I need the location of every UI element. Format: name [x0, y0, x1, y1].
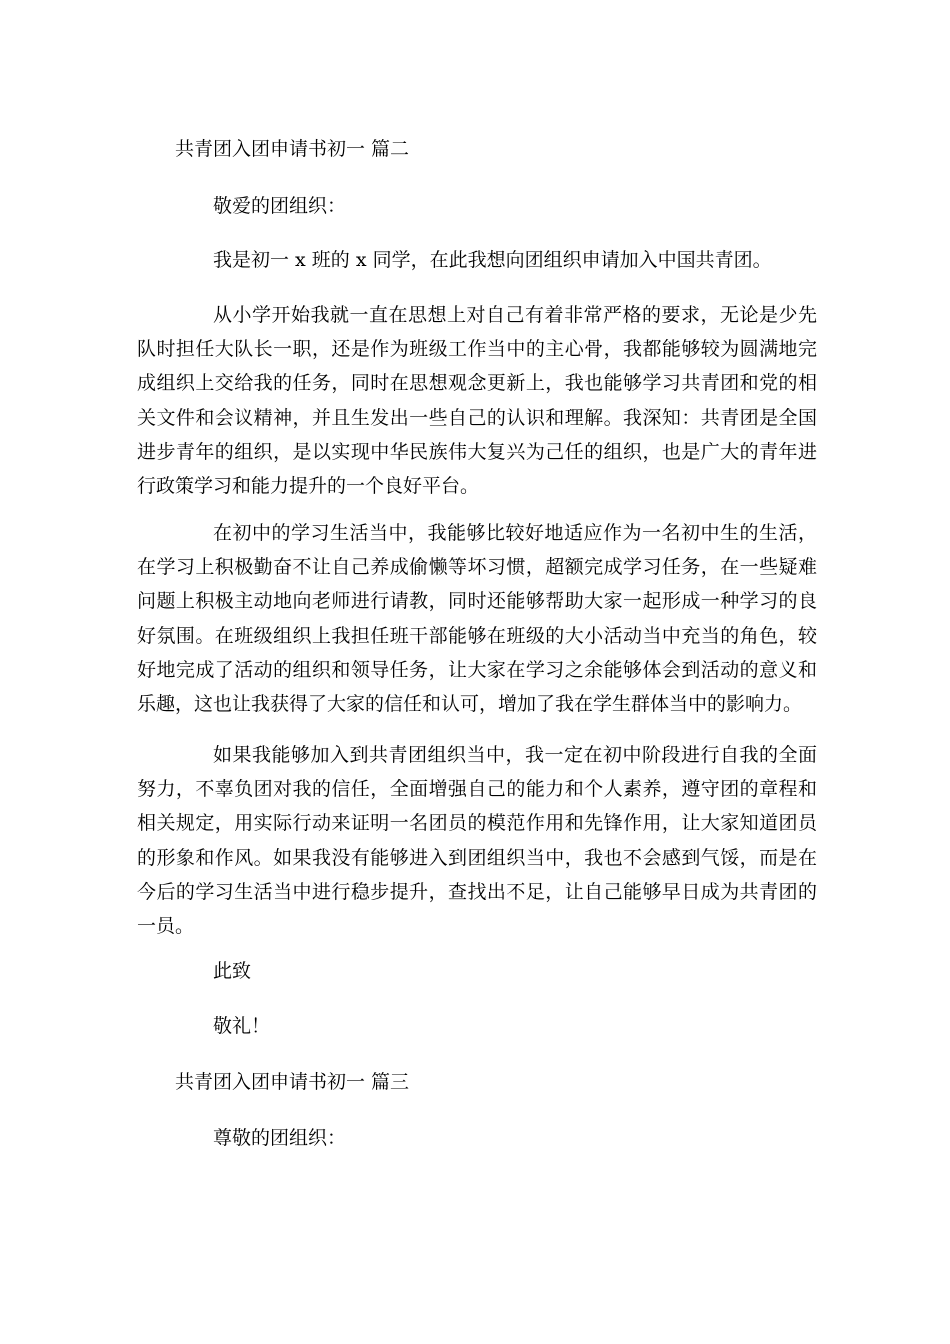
paragraph-3: 如果我能够加入到共青团组织当中，我一定在初中阶段进行自我的全面努力，不辜负团对我的信任，全面增强自己的能力和个人素养，遵守团的章程和相关规定，用实际行动来证明一名团员的模范作用和先锋作用，让大家知道团员的形象和作风。如果我没有能够进入到团组织当中，我也不会感到气馁，而是在今后的学习生活当中进行稳步提升，查找出不足，让自己能够早日成为共青团的一员。: [137, 744, 817, 938]
section-heading-3: 共青团入团申请书初一 篇三: [175, 1071, 410, 1093]
paragraph-1: 从小学开始我就一直在思想上对自己有着非常严格的要求，无论是少先队时担任大队长一职，还是作为班级工作当中的主心骨，我都能够较为圆满地完成组织上交给我的任务，同时在思想观念更新上，我也能够学习共青团和党的相关文件和会议精神，并且生发出一些自己的认识和理解。我深知：共青团是全国进步青年的组织，是以实现中华民族伟大复兴为己任的组织，也是广大的青年进行政策学习和能力提升的一个良好平台。: [137, 304, 817, 498]
closing-line-1: 此致: [213, 960, 252, 982]
closing-line-2: 敬礼！: [213, 1015, 271, 1037]
intro-line: 我是初一 x 班的 x 同学，在此我想向团组织申请加入中国共青团。: [213, 249, 772, 271]
paragraph-2: 在初中的学习生活当中，我能够比较好地适应作为一名初中生的生活，在学习上积极勤奋不让自己养成偷懒等坏习惯，超额完成学习任务，在一些疑难问题上积极主动地向老师进行请教，同时还能够帮助大家一起形成一种学习的良好氛围。在班级组织上我担任班干部能够在班级的大小活动当中充当的角色，较好地完成了活动的组织和领导任务，让大家在学习之余能够体会到活动的意义和乐趣，这也让我获得了大家的信任和认可，增加了我在学生群体当中的影响力。: [137, 522, 817, 716]
salutation: 敬爱的团组织：: [213, 195, 347, 217]
salutation-3: 尊敬的团组织：: [213, 1127, 347, 1149]
section-heading-2: 共青团入团申请书初一 篇二: [175, 138, 410, 160]
